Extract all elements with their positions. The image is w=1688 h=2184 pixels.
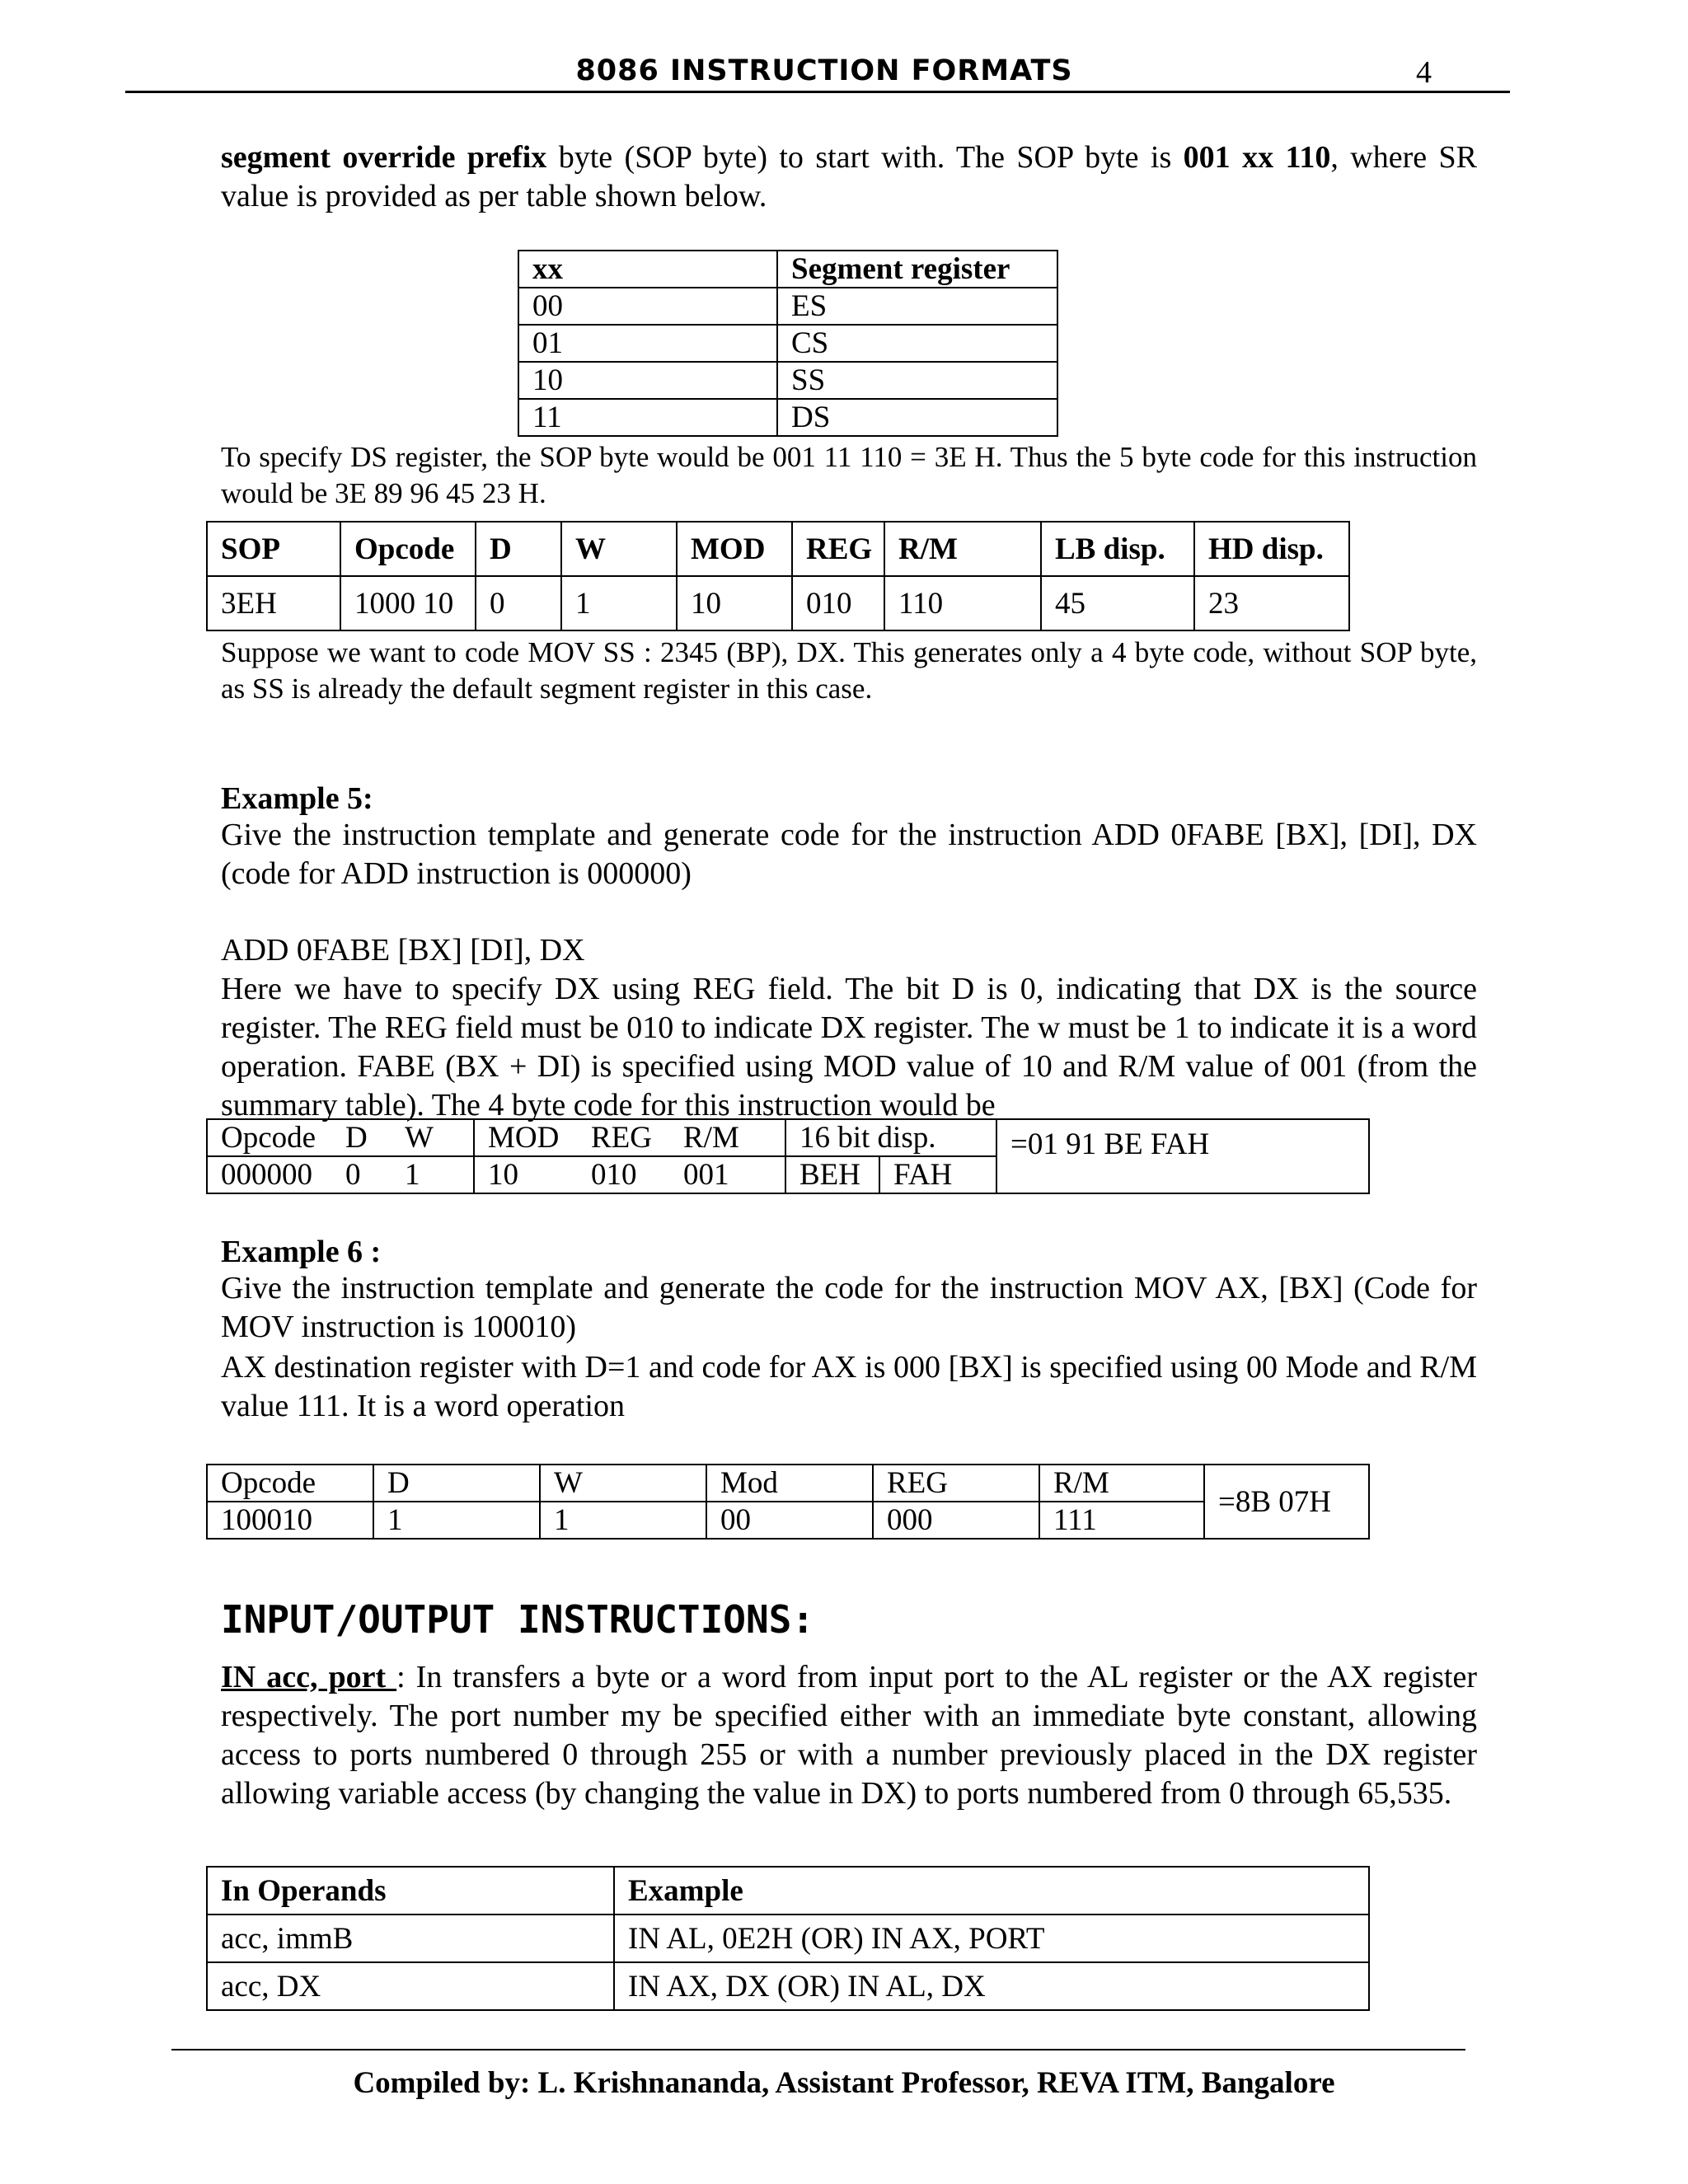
- header-cell: R/M: [884, 522, 1041, 576]
- paragraph-sop-intro: [221, 138, 1477, 216]
- cell: 10: [518, 362, 777, 399]
- footer-rule: [171, 2049, 1465, 2050]
- cell: 10: [474, 1156, 578, 1193]
- cell: 010: [792, 576, 884, 630]
- sop-text-1: byte (SOP byte) to start with. The SOP byte is: [546, 140, 1184, 175]
- cell: BEH: [785, 1156, 879, 1193]
- header-cell: xx: [518, 251, 777, 288]
- cell: IN AX, DX (OR) IN AL, DX: [614, 1962, 1369, 2010]
- example-5-body: Here we have to specify DX using REG field. The bit D is 0, indicating that DX is the source register. The REG field must be 010 to indicate DX register. The w must be 1 to indicate it is a word operation. FABE (BX + DI) is specified using MOD value of 10 and R/M value of 001 (from the summary table). The 4 byte code for this instruction would be: [221, 972, 1477, 1122]
- table-row: [518, 325, 1057, 362]
- example-5-question: Give the instruction template and generate code for the instruction ADD 0FABE [BX], [DI], DX (code for ADD instruction is 000000): [221, 818, 1477, 891]
- cell: 10: [677, 576, 792, 630]
- sop-bits: 001 xx 110: [1183, 140, 1331, 175]
- cell: 111: [1039, 1502, 1204, 1539]
- cell: 000: [873, 1502, 1039, 1539]
- cell: CS: [777, 325, 1057, 362]
- example-6-label: Example 6 :: [221, 1235, 382, 1269]
- table-row: [207, 576, 1349, 630]
- cell: 11: [518, 399, 777, 436]
- cell: 001: [670, 1156, 785, 1193]
- example-5-instruction: ADD 0FABE [BX] [DI], DX: [221, 933, 585, 968]
- example-6-body: AX destination register with D=1 and code for AX is 000 [BX] is specified using 00 Mode and R/M value 111. It is a word operation: [221, 1350, 1477, 1423]
- cell: FAH: [879, 1156, 996, 1193]
- paragraph-mov-ss: Suppose we want to code MOV SS : 2345 (BP), DX. This generates only a 4 byte code, without SOP byte, as SS is already the default segment register in this case.: [221, 636, 1477, 705]
- cell: 110: [884, 576, 1041, 630]
- table-header-row: [518, 251, 1057, 288]
- cell: acc, DX: [207, 1962, 614, 2010]
- in-operands-table: [206, 1866, 1370, 2011]
- cell: 00: [518, 288, 777, 325]
- header-cell: W: [392, 1119, 474, 1156]
- header-cell: LB disp.: [1041, 522, 1194, 576]
- header-cell: MOD: [474, 1119, 578, 1156]
- header-cell: In Operands: [207, 1867, 614, 1915]
- header-cell: SOP: [207, 522, 340, 576]
- header-cell: D: [332, 1119, 392, 1156]
- cell: 100010: [207, 1502, 373, 1539]
- cell: 23: [1194, 576, 1349, 630]
- header-cell: REG: [873, 1465, 1039, 1502]
- cell: 000000: [207, 1156, 332, 1193]
- header-cell: Opcode: [207, 1465, 373, 1502]
- cell: 00: [706, 1502, 873, 1539]
- example-6-title: [221, 1233, 1477, 1272]
- example-6-result: =8B 07H: [1204, 1465, 1369, 1539]
- header-cell: REG: [792, 522, 884, 576]
- header-cell: 16 bit disp.: [785, 1119, 996, 1156]
- page-number: 4: [1416, 55, 1432, 90]
- sop-instruction-table: [206, 521, 1350, 631]
- table-header-row: [207, 1465, 1369, 1502]
- table-header-row: [207, 1867, 1369, 1915]
- example-6-table: [206, 1464, 1370, 1540]
- table-header-row: [207, 1119, 1369, 1156]
- table-row: [207, 1502, 1369, 1539]
- header-cell: REG: [578, 1119, 670, 1156]
- table-row: [207, 1915, 1369, 1962]
- cell: SS: [777, 362, 1057, 399]
- cell: 0: [476, 576, 561, 630]
- io-description: : In transfers a byte or a word from input port to the AL register or the AX register respectively. The port number my be specified either with an immediate byte constant, allowing access to ports numbered 0 through 255 or with a number previously placed in the DX register allowing variable access (by changing the value in DX) to ports numbered from 0 through 65,535.: [221, 1660, 1478, 1811]
- table-header-row: [207, 522, 1349, 576]
- cell: IN AL, 0E2H (OR) IN AX, PORT: [614, 1915, 1369, 1962]
- segment-register-table: [518, 250, 1058, 437]
- cell: DS: [777, 399, 1057, 436]
- cell: 1000 10: [340, 576, 476, 630]
- table-row: [207, 1962, 1369, 2010]
- running-title: 8086 INSTRUCTION FORMATS: [575, 54, 1073, 87]
- example-5-label: Example 5:: [221, 781, 373, 816]
- example-5-title: [221, 780, 1477, 818]
- cell: 45: [1041, 576, 1194, 630]
- table-row: [518, 288, 1057, 325]
- header-cell: Opcode: [207, 1119, 332, 1156]
- header-cell: W: [540, 1465, 706, 1502]
- footer-credit: Compiled by: L. Krishnananda, Assistant Professor, REVA ITM, Bangalore: [353, 2066, 1335, 2100]
- example-5-result: =01 91 BE FAH: [996, 1119, 1369, 1193]
- cell: 1: [561, 576, 677, 630]
- cell: ES: [777, 288, 1057, 325]
- cell: 1: [540, 1502, 706, 1539]
- header-cell: R/M: [1039, 1465, 1204, 1502]
- header-cell: R/M: [670, 1119, 785, 1156]
- example-6-question: Give the instruction template and generate the code for the instruction MOV AX, [BX] (Code for MOV instruction is 100010): [221, 1271, 1477, 1344]
- cell: 0: [332, 1156, 392, 1193]
- sop-text-2: , where SR value is provided as per table shown below.: [221, 140, 1477, 213]
- cell: 3EH: [207, 576, 340, 630]
- table-row: [518, 399, 1057, 436]
- cell: 010: [578, 1156, 670, 1193]
- header-cell: W: [561, 522, 677, 576]
- example-5-table: [206, 1118, 1370, 1194]
- header-cell: Mod: [706, 1465, 873, 1502]
- header-cell: D: [476, 522, 561, 576]
- header-cell: HD disp.: [1194, 522, 1349, 576]
- cell: 1: [392, 1156, 474, 1193]
- sop-term: segment override prefix: [221, 140, 547, 175]
- cell: acc, immB: [207, 1915, 614, 1962]
- header-cell: D: [373, 1465, 540, 1502]
- header-cell: Opcode: [340, 522, 476, 576]
- table-row: [518, 362, 1057, 399]
- paragraph-ds-code: To specify DS register, the SOP byte would be 001 11 110 = 3E H. Thus the 5 byte code for this instruction would be 3E 89 96 45 23 H.: [221, 441, 1477, 509]
- io-paragraph: [221, 1658, 1477, 1813]
- cell: 01: [518, 325, 777, 362]
- header-cell: MOD: [677, 522, 792, 576]
- header-cell: Example: [614, 1867, 1369, 1915]
- header-rule: [125, 91, 1510, 93]
- header-cell: Segment register: [777, 251, 1057, 288]
- cell: 1: [373, 1502, 540, 1539]
- io-heading: INPUT/OUTPUT INSTRUCTIONS:: [221, 1597, 815, 1642]
- io-term: IN acc, port: [221, 1660, 397, 1694]
